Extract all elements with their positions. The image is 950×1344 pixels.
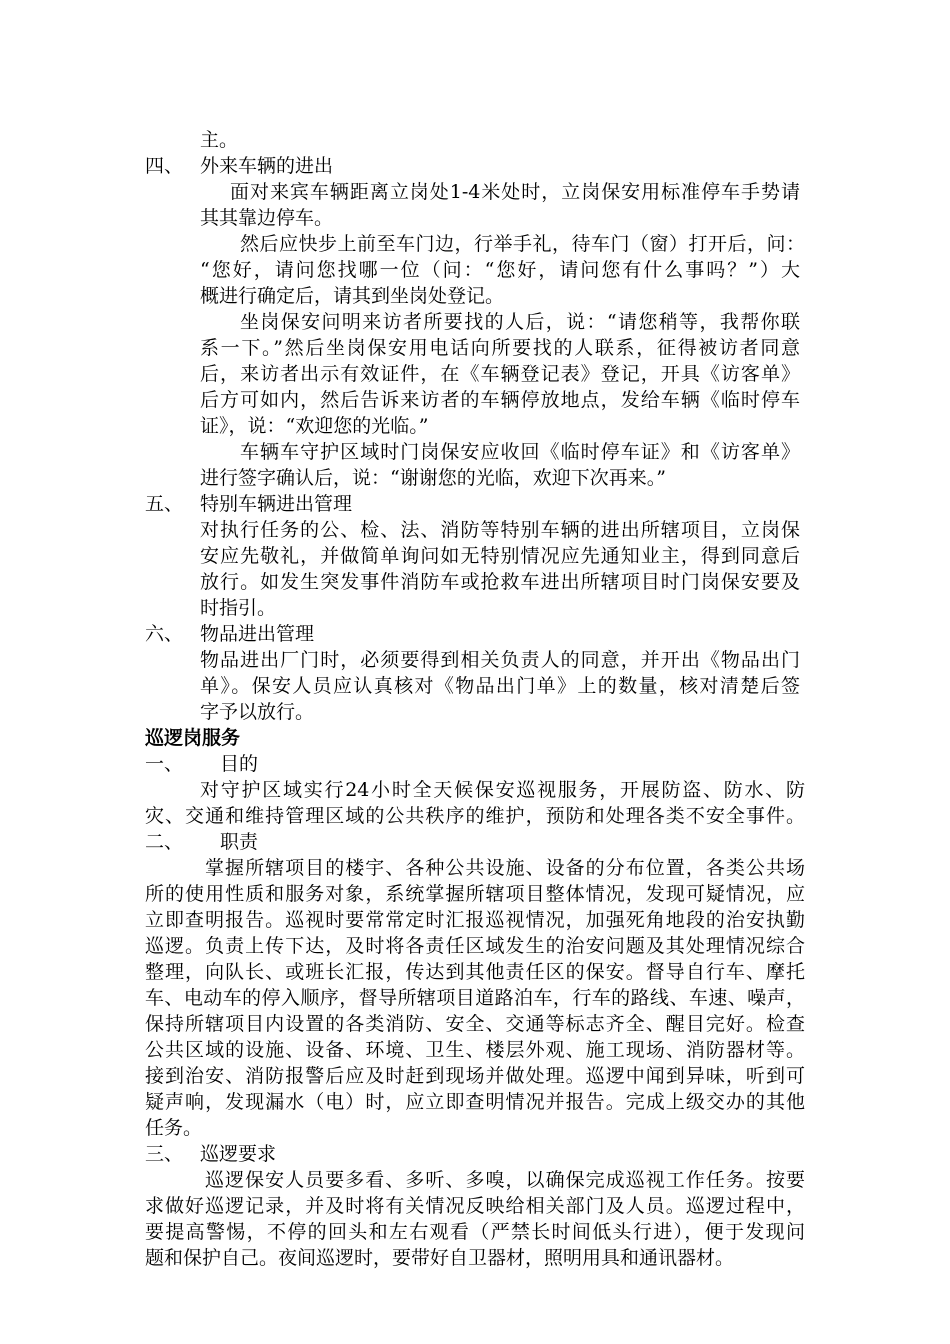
paragraph-line: 物品进出厂门时，必须要得到相关负责人的同意，并开出《物品出门 — [200, 649, 800, 671]
paragraph-line: 整理，向队长、或班长汇报，传达到其他责任区的保安。督导自行车、摩托 — [145, 961, 805, 983]
section-title: 目的 — [220, 753, 259, 775]
paragraph-line: 任务。 — [145, 1117, 203, 1139]
paragraph-line: 安应先敬礼，并做简单询问如无特别情况应先通知业主，得到同意后 — [200, 545, 800, 567]
paragraph-line: 然后应快步上前至车门边，行举手礼，待车门（窗）打开后，问： — [240, 233, 805, 255]
section-title: 物品进出管理 — [200, 623, 315, 645]
paragraph-line: 求做好巡逻记录，并及时将有关情况反映给相关部门及人员。巡逻过程中， — [145, 1195, 805, 1217]
paragraph-line: 题和保护自己。夜间巡逻时，要带好自卫器材，照明用具和通讯器材。 — [145, 1247, 735, 1269]
paragraph-line: 放行。如发生突发事件消防车或抢救车进出所辖项目时门岗保安要及 — [200, 571, 800, 593]
paragraph-line: 保持所辖项目内设置的各类消防、安全、交通等标志齐全、醒目完好。检查 — [145, 1013, 805, 1035]
section-title: 职责 — [220, 831, 259, 853]
paragraph-line: 灾、交通和维持管理区域的公共秩序的维护，预防和处理各类不安全事件。 — [145, 805, 805, 827]
paragraph-line: 后方可如内，然后告诉来访者的车辆停放地点，发给车辆《临时停车 — [200, 389, 800, 411]
paragraph-line: 后，来访者出示有效证件，在《车辆登记表》登记，开具《访客单》 — [200, 363, 800, 385]
paragraph-line: 对执行任务的公、检、法、消防等特别车辆的进出所辖项目，立岗保 — [200, 519, 800, 541]
paragraph-line: 掌握所辖项目的楼宇、各种公共设施、设备的分布位置，各类公共场 — [205, 857, 805, 879]
section-title: 特别车辆进出管理 — [200, 493, 353, 515]
section-number: 三、 — [145, 1143, 184, 1165]
paragraph-line: 时指引。 — [200, 597, 277, 619]
paragraph-line: 所的使用性质和服务对象，系统掌握所辖项目整体情况，发现可疑情况，应 — [145, 883, 805, 905]
section-number: 二、 — [145, 831, 184, 853]
paragraph-tail: 主。 — [200, 129, 239, 151]
section-number: 五、 — [145, 493, 184, 515]
section-number: 四、 — [145, 155, 184, 177]
paragraph-line: 公共区域的设施、设备、环境、卫生、楼层外观、施工现场、消防器材等。 — [145, 1039, 805, 1061]
section-number: 一、 — [145, 753, 184, 775]
paragraph-line: 证》，说：“欢迎您的光临。” — [200, 415, 429, 437]
paragraph-line: 进行签字确认后，说：“谢谢您的光临，欢迎下次再来。” — [200, 467, 666, 489]
paragraph-line: 坐岗保安问明来访者所要找的人后，说：“请您稍等，我帮你联 — [240, 311, 800, 333]
paragraph-line: 对守护区域实行24小时全天候保安巡视服务，开展防盗、防水、防 — [200, 779, 805, 801]
chapter-heading: 巡逻岗服务 — [145, 727, 241, 749]
paragraph-line: 系一下。”然后坐岗保安用电话向所要找的人联系，征得被访者同意 — [200, 337, 800, 359]
paragraph-line: 巡逻保安人员要多看、多听、多嗅，以确保完成巡视工作任务。按要 — [205, 1169, 805, 1191]
section-title: 巡逻要求 — [200, 1143, 277, 1165]
paragraph-line: 立即查明报告。巡视时要常常定时汇报巡视情况，加强死角地段的治安执勤 — [145, 909, 805, 931]
paragraph-line: 疑声响，发现漏水（电）时，应立即查明情况并报告。完成上级交办的其他 — [145, 1091, 805, 1113]
paragraph-line: 车辆车守护区域时门岗保安应收回《临时停车证》和《访客单》 — [240, 441, 800, 463]
paragraph-line: 面对来宾车辆距离立岗处1-4米处时，立岗保安用标准停车手势请 — [230, 181, 800, 203]
paragraph-line: 概进行确定后，请其到坐岗处登记。 — [200, 285, 505, 307]
paragraph-line: 要提高警惕，不停的回头和左右观看（严禁长时间低头行进），便于发现问 — [145, 1221, 805, 1243]
paragraph-line: “您好，请问您找哪一位（问：“您好，请问您有什么事吗？”）大 — [200, 259, 800, 281]
section-number: 六、 — [145, 623, 184, 645]
paragraph-line: 巡逻。负责上传下达，及时将各责任区域发生的治安问题及其处理情况综合 — [145, 935, 805, 957]
paragraph-line: 字予以放行。 — [200, 701, 315, 723]
paragraph-line: 单》。保安人员应认真核对《物品出门单》上的数量，核对清楚后签 — [200, 675, 800, 697]
section-title: 外来车辆的进出 — [200, 155, 334, 177]
paragraph-line: 车、电动车的停入顺序，督导所辖项目道路泊车，行车的路线、车速、噪声， — [145, 987, 805, 1009]
paragraph-line: 其其靠边停车。 — [200, 207, 334, 229]
paragraph-line: 接到治安、消防报警后应及时赶到现场并做处理。巡逻中闻到异味，听到可 — [145, 1065, 805, 1087]
